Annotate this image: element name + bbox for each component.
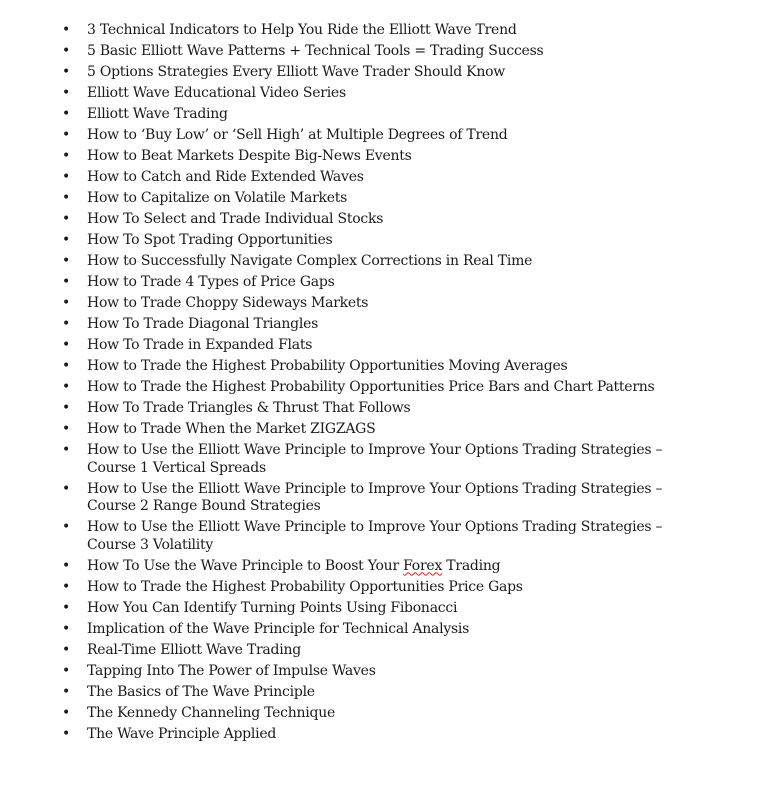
list-item-text: How to Capitalize on Volatile Markets [87, 190, 348, 206]
list-item-text: How to Use the Elliott Wave Principle to Improve Your Options Trading Strategies – Course 2 Range Bound Strategies [87, 480, 663, 514]
list-item [0, 600, 768, 618]
spellcheck-word: Forex [403, 557, 443, 574]
bullet-icon: • [62, 442, 71, 458]
list-item [0, 481, 768, 516]
list-item [0, 684, 768, 702]
list-item-text: Implication of the Wave Principle for Technical Analysis [87, 620, 470, 637]
bullet-icon: • [62, 400, 71, 416]
list-item [0, 190, 768, 208]
list-item [0, 421, 768, 439]
bullet-icon: • [62, 379, 71, 395]
list-item [0, 232, 768, 250]
list-item-text: Elliott Wave Trading [87, 106, 228, 122]
list-item-text: 5 Basic Elliott Wave Patterns + Technical Tools = Trading Success [87, 43, 544, 59]
list-item [0, 358, 768, 376]
list-item [0, 169, 768, 187]
list-item-text: How You Can Identify Turning Points Using Fibonacci [87, 599, 458, 616]
bullet-icon: • [62, 274, 71, 290]
bullet-icon: • [62, 421, 71, 437]
list-item-text: Tapping Into The Power of Impulse Waves [87, 662, 376, 679]
bullet-icon: • [62, 683, 71, 700]
list-item-text: 5 Options Strategies Every Elliott Wave Trader Should Know [87, 64, 506, 80]
list-item-text: How to Successfully Navigate Complex Corrections in Real Time [87, 253, 533, 269]
course-list [0, 22, 768, 743]
list-item-text: How to Trade the Highest Probability Opportunities Price Gaps [87, 578, 523, 595]
list-item-text: How To Select and Trade Individual Stocks [87, 211, 384, 227]
list-item-text: How To Trade Triangles & Thrust That Follows [87, 400, 411, 416]
list-item-text: The Kennedy Channeling Technique [87, 704, 336, 721]
bullet-icon: • [62, 169, 71, 185]
bullet-icon: • [62, 316, 71, 332]
list-item [0, 558, 768, 576]
list-item [0, 64, 768, 82]
bullet-icon: • [62, 148, 71, 164]
bullet-icon: • [62, 295, 71, 311]
bullet-icon: • [62, 22, 71, 38]
bullet-icon: • [62, 64, 71, 80]
list-item [0, 316, 768, 334]
list-item [0, 705, 768, 723]
bullet-icon: • [62, 127, 71, 143]
bullet-icon: • [62, 232, 71, 248]
list-item [0, 274, 768, 292]
bullet-icon: • [62, 85, 71, 101]
list-item [0, 127, 768, 145]
list-item [0, 22, 768, 40]
bullet-icon: • [62, 662, 71, 679]
bullet-icon: • [62, 253, 71, 269]
bullet-icon: • [62, 358, 71, 374]
bullet-icon: • [62, 106, 71, 122]
list-item-text: Elliott Wave Educational Video Series [87, 85, 346, 101]
bullet-icon: • [62, 620, 71, 637]
list-item [0, 85, 768, 103]
list-item-text: The Basics of The Wave Principle [87, 683, 315, 700]
list-item [0, 726, 768, 744]
bullet-icon: • [62, 43, 71, 59]
list-item-text: How To Trade Diagonal Triangles [87, 316, 319, 332]
list-item-text: How to Use the Elliott Wave Principle to Improve Your Options Trading Strategies – Course 3 Volatility [87, 519, 663, 553]
bullet-icon: • [62, 519, 71, 535]
bullet-icon: • [62, 704, 71, 721]
bullet-icon: • [62, 641, 71, 658]
list-item-text: How to ‘Buy Low’ or ‘Sell High’ at Multiple Degrees of Trend [87, 127, 508, 143]
list-item [0, 43, 768, 61]
bullet-icon: • [62, 211, 71, 227]
bullet-icon: • [62, 190, 71, 206]
bullet-icon: • [62, 725, 71, 742]
list-item [0, 642, 768, 660]
bullet-icon: • [62, 557, 71, 574]
bullet-icon: • [62, 599, 71, 616]
list-item-text: The Wave Principle Applied [87, 725, 277, 742]
list-item [0, 337, 768, 355]
bullet-icon: • [62, 480, 71, 497]
list-item-text: How to Trade the Highest Probability Opportunities Price Bars and Chart Patterns [87, 379, 655, 395]
list-item-text: How to Trade Choppy Sideways Markets [87, 295, 369, 311]
list-item-text: Real-Time Elliott Wave Trading [87, 641, 301, 658]
list-item-text: How to Use the Elliott Wave Principle to Improve Your Options Trading Strategies – Course 1 Vertical Spreads [87, 442, 663, 476]
list-item [0, 519, 768, 554]
list-item [0, 663, 768, 681]
document-page [0, 22, 768, 747]
list-item [0, 442, 768, 477]
list-item-text: 3 Technical Indicators to Help You Ride the Elliott Wave Trend [87, 22, 517, 38]
list-item [0, 253, 768, 271]
list-item [0, 106, 768, 124]
list-item-text: How To Spot Trading Opportunities [87, 232, 333, 248]
list-item-text: How to Trade 4 Types of Price Gaps [87, 274, 335, 290]
list-item-text: How to Trade When the Market ZIGZAGS [87, 421, 376, 437]
bullet-icon: • [62, 337, 71, 353]
list-item-text: How to Beat Markets Despite Big-News Events [87, 148, 412, 164]
list-item-text: How To Trade in Expanded Flats [87, 337, 313, 353]
list-item-text: How to Trade the Highest Probability Opportunities Moving Averages [87, 358, 568, 374]
list-item-text: How to Catch and Ride Extended Waves [87, 169, 364, 185]
list-item-text: How To Use the Wave Principle to Boost Your Forex Trading [87, 557, 501, 574]
list-item [0, 148, 768, 166]
bullet-icon: • [62, 578, 71, 595]
list-item [0, 621, 768, 639]
list-item [0, 579, 768, 597]
list-item [0, 379, 768, 397]
list-item [0, 400, 768, 418]
list-item [0, 211, 768, 229]
list-item [0, 295, 768, 313]
